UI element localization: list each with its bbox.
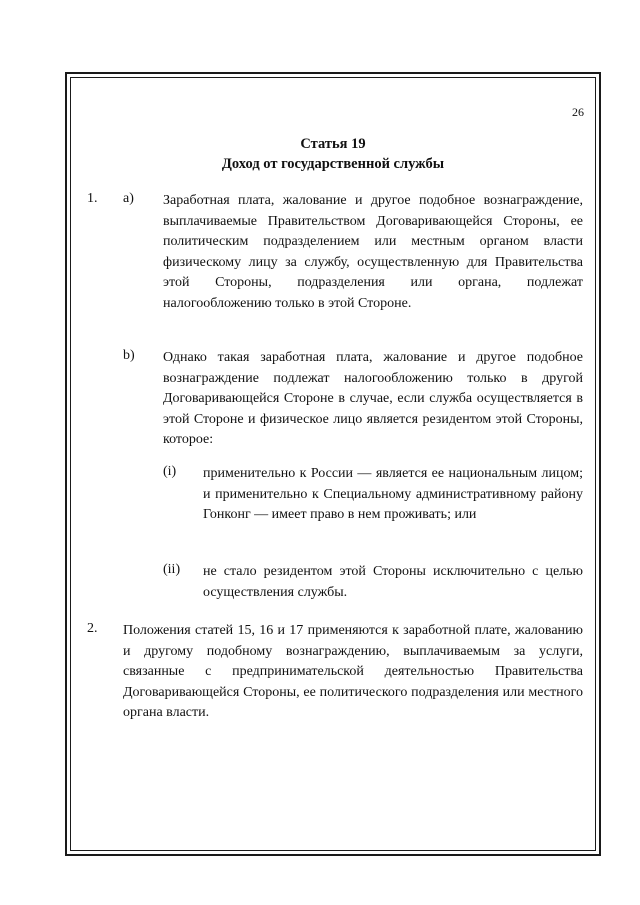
item-1-marker: 1. [87,191,98,206]
item-1b-i-text: применительно к России — является ее национальным лицом; и применительно к Специальному административному району Гонконг — имеет право в нем проживать; или [203,466,583,522]
article-number: Статья 19 [300,136,366,152]
item-1b-i-marker: (i) [163,464,177,479]
item-1b-text: Однако такая заработная плата, жалование и другое подобное вознаграждение подлежат налогообложению только в другой Договаривающейся Стороне в случае, если служба осуществляется в этой Стороне и физическое лицо является резидентом этой Стороны, которое: [163,350,583,447]
article-title: Доход от государственной службы [221,156,445,172]
page-number: 26 [572,105,584,119]
item-2-text: Положения статей 15, 16 и 17 применяются к заработной плате, жалованию и другому подобному вознаграждению, выплачиваемым за услуги, связанные с предпринимательской деятельностью Правительства Договаривающейся Стороны, ее политического подразделения или местного органа власти. [123,623,583,720]
item-2-marker: 2. [87,621,98,636]
item-1b-ii-marker: (ii) [163,562,181,577]
item-1b-ii-text: не стало резидентом этой Стороны исключительно с целью осуществления службы. [203,564,583,600]
item-1a-text: Заработная плата, жалование и другое подобное вознаграждение, выплачиваемые Правительством Договаривающейся Стороны, ее политическим подразделением или местным органом власти физическому лицу за службу, осуществленную для Правительства этой Стороны, подразделения или органа, подлежат налогообложению только в этой Стороне. [163,193,583,311]
item-1b-marker: b) [123,348,135,363]
item-1a-marker: a) [123,191,134,206]
